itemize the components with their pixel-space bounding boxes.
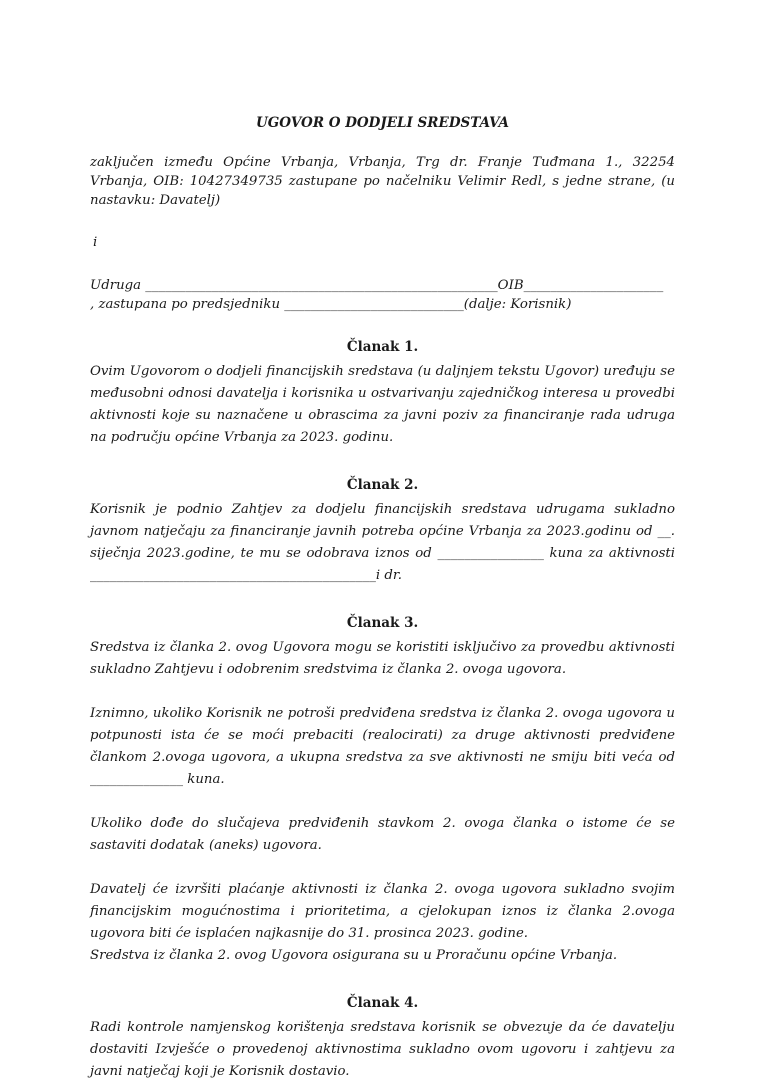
intro-paragraph: zaključen između Općine Vrbanja, Vrbanja, Trg dr. Franje Tuđmana 1., 32254 Vrbanja, OIB: 10427349735 zastupane po načelniku Velimir Redl, s jedne strane, (u nastavku: Davatelj) (90, 155, 675, 208)
article-heading: Članak 4. (346, 995, 419, 1011)
conjunction-line: i (93, 235, 98, 250)
party-line-representative: , zastupana po predsjedniku ___________________________(dalje: Korisnik) (90, 297, 572, 312)
article-heading: Članak 2. (346, 477, 419, 493)
party-line-association: Udruga _____________________________________________________OIB_____________________ (90, 278, 664, 293)
article-heading: Članak 3. (346, 615, 419, 631)
article-paragraph: Davatelj će izvršiti plaćanje aktivnosti iz članka 2. ovoga ugovora sukladno svojim financijskim mogućnostima i prioritetima, a cjelokupan iznos iz članka 2.ovoga ugovora biti će isplaćen najkasnije do 31. prosinca 2023. godine. (90, 882, 675, 941)
article-paragraph: Sredstva iz članka 2. ovog Ugovora mogu se koristiti isključivo za provedbu aktivnosti sukladno Zahtjevu i odobrenim sredstvima iz članka 2. ovoga ugovora. (90, 640, 675, 677)
article-paragraph: Sredstva iz članka 2. ovog Ugovora osigurana su u Proračunu općine Vrbanja. (90, 948, 618, 963)
article-paragraph: Iznimno, ukoliko Korisnik ne potroši predviđena sredstva iz članka 2. ovoga ugovora u potpunosti ista će se moći prebaciti (realocirati) za druge aktivnosti predviđene člankom 2.ovoga ugovora, a ukupna sredstva za sve aktivnosti ne smiju biti veća od ______________ kuna. (90, 706, 675, 787)
article-paragraph: Ukoliko dođe do slučajeva predviđenih stavkom 2. ovoga članka o istome će se sastaviti dodatak (aneks) ugovora. (90, 816, 675, 853)
article-paragraph: Radi kontrole namjenskog korištenja sredstava korisnik se obvezuje da će davatelju dostaviti Izvješće o provedenoj aktivnostima sukladno ovom ugovoru i zahtjevu za javni natječaj koji je Korisnik dostavio. (90, 1020, 675, 1079)
article-heading: Članak 1. (346, 339, 419, 355)
article-paragraph: Ovim Ugovorom o dodjeli financijskih sredstava (u daljnjem tekstu Ugovor) uređuju se međusobni odnosi davatelja i korisnika u ostvarivanju zajedničkog interesa u provedbi aktivnosti koje su naznačene u obrascima za javni poziv za financiranje rada udruga na području općine Vrbanja za 2023. godinu. (90, 364, 675, 445)
document-body (90, 112, 675, 1083)
document-title: UGOVOR O DODJELI SREDSTAVA (256, 115, 509, 131)
article-paragraph: Korisnik je podnio Zahtjev za dodjelu financijskih sredstava udrugama sukladno javnom natječaju za financiranje javnih potreba općine Vrbanja za 2023.godinu od __. siječnja 2023.godine, te mu se odobrava iznos od ________________ kuna za aktivnosti ___________________________________________i dr. (90, 502, 675, 583)
